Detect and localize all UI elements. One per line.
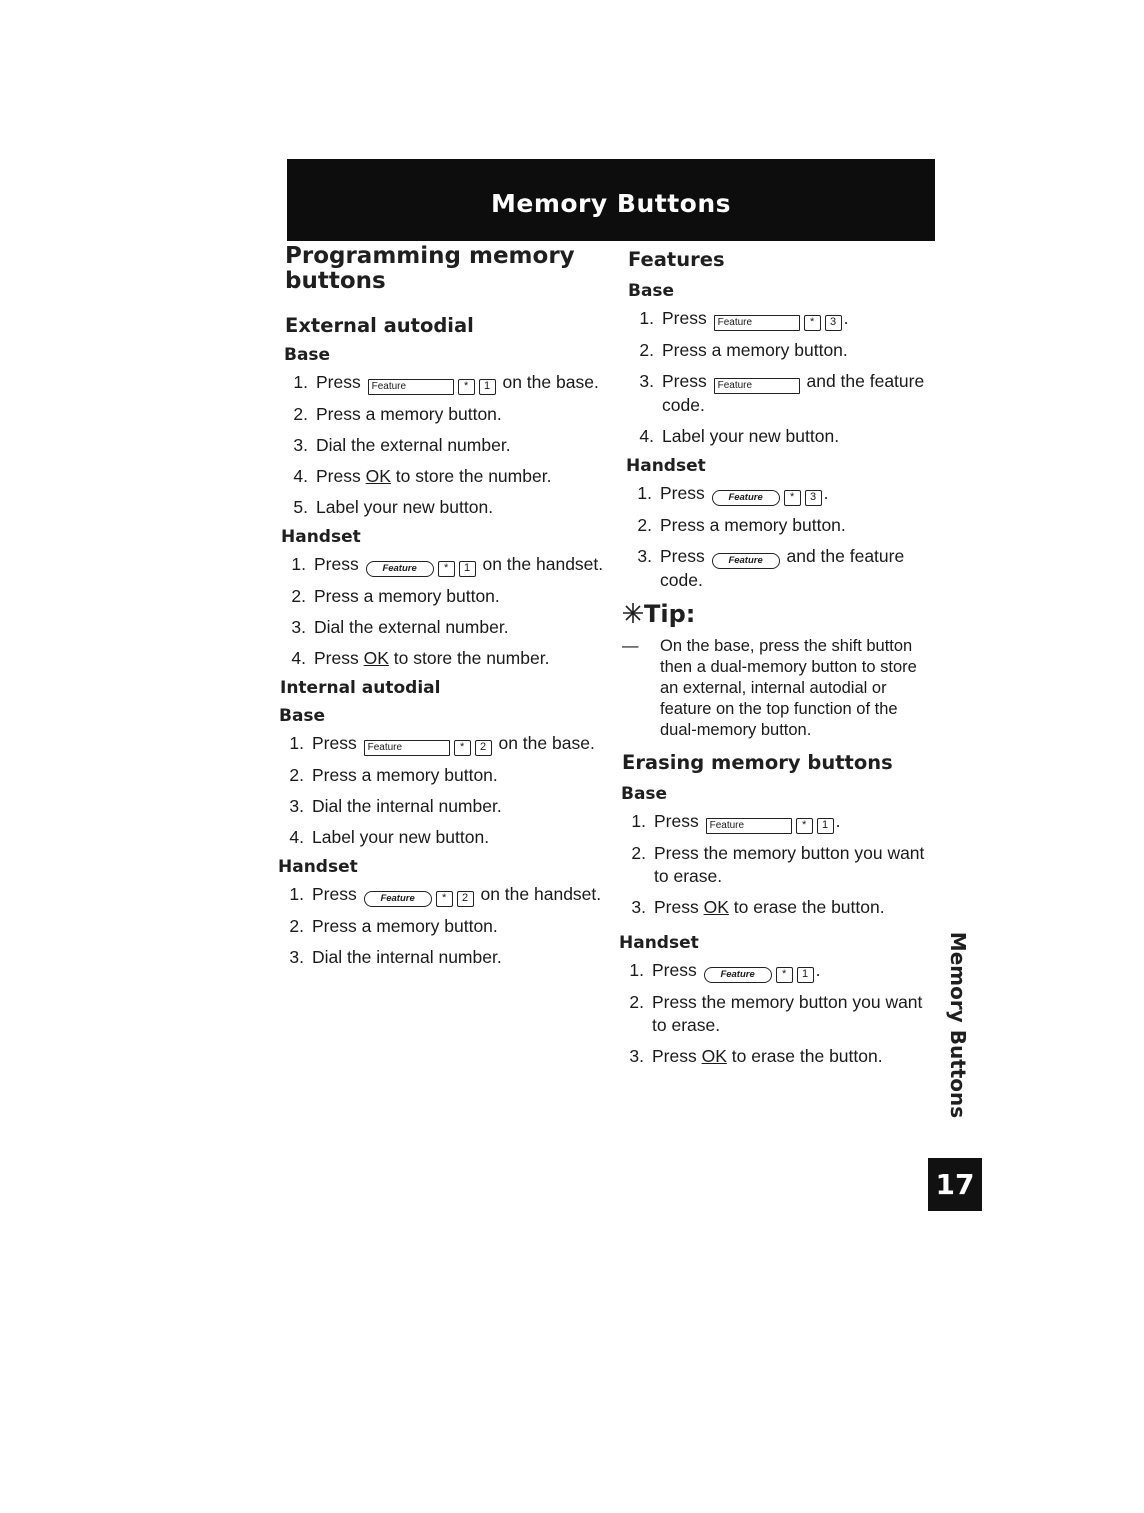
step-text: Press <box>652 1046 697 1066</box>
step-text: to erase the button. <box>733 897 885 917</box>
step-number: 1. <box>293 372 308 392</box>
list-item <box>620 842 938 888</box>
title-banner <box>287 159 935 241</box>
list-item <box>628 307 938 331</box>
step-number: 4. <box>639 426 654 446</box>
step-text: Dial the internal number. <box>312 796 502 816</box>
step-number: 4. <box>293 466 308 486</box>
ok-key-label: OK <box>701 1046 727 1066</box>
features-base-steps <box>618 307 938 448</box>
step-text: Press a memory button. <box>662 340 848 360</box>
three-key-icon: 3 <box>805 490 822 506</box>
star-key-icon: * <box>458 379 475 395</box>
erasing-handset-steps <box>618 959 938 1068</box>
step-number: 3. <box>291 617 306 637</box>
step-text: . <box>843 308 849 328</box>
step-text: on the base. <box>502 372 599 392</box>
list-item <box>280 585 608 608</box>
step-text: Press a memory button. <box>316 404 502 424</box>
list-item <box>278 732 608 756</box>
feature-key-icon: Feature <box>712 553 780 569</box>
feature-key-icon: Feature <box>364 740 450 756</box>
feature-key-icon: Feature <box>704 967 772 983</box>
tip-title: Tip: <box>644 600 696 628</box>
step-text: Dial the external number. <box>316 435 511 455</box>
feature-key-icon: Feature <box>712 490 780 506</box>
step-text: Press <box>312 884 357 904</box>
step-number: 3. <box>289 796 304 816</box>
side-tab-label: Memory Buttons <box>946 931 970 1119</box>
step-number: 5. <box>293 497 308 517</box>
step-text: Label your new button. <box>662 426 840 446</box>
step-text: Press <box>662 308 707 328</box>
feature-key-icon: Feature <box>364 891 432 907</box>
heading-erasing: Erasing memory buttons <box>622 751 893 774</box>
heading-external-autodial: External autodial <box>285 314 474 337</box>
list-item <box>280 553 608 577</box>
list-item <box>626 514 938 537</box>
two-key-icon: 2 <box>457 891 474 907</box>
list-item <box>618 991 938 1037</box>
two-key-icon: 2 <box>475 740 492 756</box>
heading-features-handset: Handset <box>626 456 706 476</box>
external-handset-steps <box>278 553 608 670</box>
list-item <box>278 795 608 818</box>
step-number: 4. <box>289 827 304 847</box>
list-item <box>628 339 938 362</box>
step-text: Press <box>316 372 361 392</box>
feature-key-icon: Feature <box>706 818 792 834</box>
tip-item <box>618 636 938 741</box>
step-number: 2. <box>289 765 304 785</box>
section-title-line2: buttons <box>285 268 386 294</box>
step-number: 1. <box>629 960 644 980</box>
step-text: on the handset. <box>480 884 602 904</box>
step-text: Press a memory button. <box>314 586 500 606</box>
one-key-icon: 1 <box>459 561 476 577</box>
list-item <box>280 616 608 639</box>
step-number: 2. <box>639 340 654 360</box>
step-text: on the base. <box>498 733 595 753</box>
page-number: 17 <box>928 1158 982 1211</box>
star-key-icon: * <box>438 561 455 577</box>
step-text: to store the number. <box>393 648 550 668</box>
step-number: 3. <box>637 546 652 566</box>
step-number: 2. <box>289 916 304 936</box>
heading-erasing-base: Base <box>621 784 668 804</box>
step-text: to erase the button. <box>731 1046 883 1066</box>
step-text: Press the memory button you want to erase. <box>654 843 925 886</box>
step-number: 4. <box>291 648 306 668</box>
list-item <box>282 465 608 488</box>
internal-base-steps <box>278 732 608 849</box>
step-text: Press <box>662 371 707 391</box>
list-item <box>620 810 938 834</box>
heading-external-handset: Handset <box>281 527 361 547</box>
step-text: Press <box>654 811 699 831</box>
step-text: . <box>815 960 821 980</box>
step-number: 1. <box>639 308 654 328</box>
star-key-icon: * <box>804 315 821 331</box>
step-number: 3. <box>289 947 304 967</box>
step-number: 1. <box>291 554 306 574</box>
list-item <box>280 647 608 670</box>
step-text: Press the memory button you want to erase. <box>652 992 923 1035</box>
step-text: Label your new button. <box>316 497 494 517</box>
list-item <box>626 482 938 506</box>
internal-handset-steps <box>278 883 608 969</box>
tip-dash: — <box>622 637 639 655</box>
star-key-icon: * <box>436 891 453 907</box>
step-number: 3. <box>631 897 646 917</box>
tip-text: On the base, press the shift button then a dual-memory button to store an external, internal autodial or feature on the top function of the dual-memory button. <box>660 637 917 739</box>
heading-features-base: Base <box>628 281 675 301</box>
step-text: Press <box>312 733 357 753</box>
list-item <box>278 946 608 969</box>
left-column <box>278 244 608 977</box>
step-text: Press a memory button. <box>660 515 846 535</box>
feature-key-icon: Feature <box>714 315 800 331</box>
heading-features: Features <box>628 248 725 271</box>
heading-external-base: Base <box>284 345 331 365</box>
right-column <box>618 244 938 1076</box>
step-text: and the feature code. <box>660 546 905 590</box>
asterisk-icon <box>622 602 644 624</box>
heading-internal-autodial: Internal autodial <box>280 678 441 698</box>
step-number: 3. <box>293 435 308 455</box>
list-item <box>618 1045 938 1068</box>
list-item <box>278 826 608 849</box>
step-text: Press a memory button. <box>312 916 498 936</box>
step-number: 2. <box>291 586 306 606</box>
one-key-icon: 1 <box>817 818 834 834</box>
step-number: 2. <box>637 515 652 535</box>
step-text: Press <box>652 960 697 980</box>
one-key-icon: 1 <box>797 967 814 983</box>
list-item <box>618 959 938 983</box>
step-text: and the feature code. <box>662 371 925 415</box>
list-item <box>628 425 938 448</box>
three-key-icon: 3 <box>825 315 842 331</box>
step-text: Dial the internal number. <box>312 947 502 967</box>
star-key-icon: * <box>776 967 793 983</box>
step-text: Press a memory button. <box>312 765 498 785</box>
step-number: 3. <box>639 371 654 391</box>
heading-internal-base: Base <box>279 706 326 726</box>
feature-key-icon: Feature <box>714 378 800 394</box>
one-key-icon: 1 <box>479 379 496 395</box>
step-number: 2. <box>293 404 308 424</box>
list-item <box>282 496 608 519</box>
tip-heading <box>622 600 938 628</box>
side-tab <box>938 931 978 1119</box>
step-number: 1. <box>637 483 652 503</box>
step-text: Press <box>660 483 705 503</box>
list-item <box>620 896 938 919</box>
list-item <box>282 371 608 395</box>
step-number: 1. <box>289 884 304 904</box>
list-item <box>628 370 938 417</box>
ok-key-label: OK <box>363 648 389 668</box>
step-text: Press <box>660 546 705 566</box>
list-item <box>282 403 608 426</box>
features-handset-steps <box>618 482 938 592</box>
step-text: Label your new button. <box>312 827 490 847</box>
feature-key-icon: Feature <box>368 379 454 395</box>
ok-key-label: OK <box>703 897 729 917</box>
star-key-icon: * <box>784 490 801 506</box>
section-title-line1: Programming memory <box>285 243 575 269</box>
list-item <box>278 883 608 907</box>
star-key-icon: * <box>454 740 471 756</box>
step-number: 2. <box>631 843 646 863</box>
ok-key-label: OK <box>365 466 391 486</box>
external-base-steps <box>278 371 608 519</box>
erasing-base-steps <box>618 810 938 919</box>
step-number: 2. <box>629 992 644 1012</box>
list-item <box>282 434 608 457</box>
star-key-icon: * <box>796 818 813 834</box>
heading-erasing-handset: Handset <box>619 933 699 953</box>
step-text: Press <box>314 648 359 668</box>
step-number: 1. <box>631 811 646 831</box>
list-item <box>626 545 938 592</box>
step-text: . <box>835 811 841 831</box>
page-title: Memory Buttons <box>491 188 731 218</box>
step-number: 1. <box>289 733 304 753</box>
step-text: Press <box>314 554 359 574</box>
list-item <box>278 764 608 787</box>
step-text: . <box>823 483 829 503</box>
step-text: on the handset. <box>482 554 604 574</box>
heading-internal-handset: Handset <box>278 857 358 877</box>
step-text: Press <box>316 466 361 486</box>
list-item <box>278 915 608 938</box>
step-text: Press <box>654 897 699 917</box>
feature-key-icon: Feature <box>366 561 434 577</box>
step-text: to store the number. <box>395 466 552 486</box>
section-title-programming <box>278 244 608 294</box>
step-number: 3. <box>629 1046 644 1066</box>
step-text: Dial the external number. <box>314 617 509 637</box>
